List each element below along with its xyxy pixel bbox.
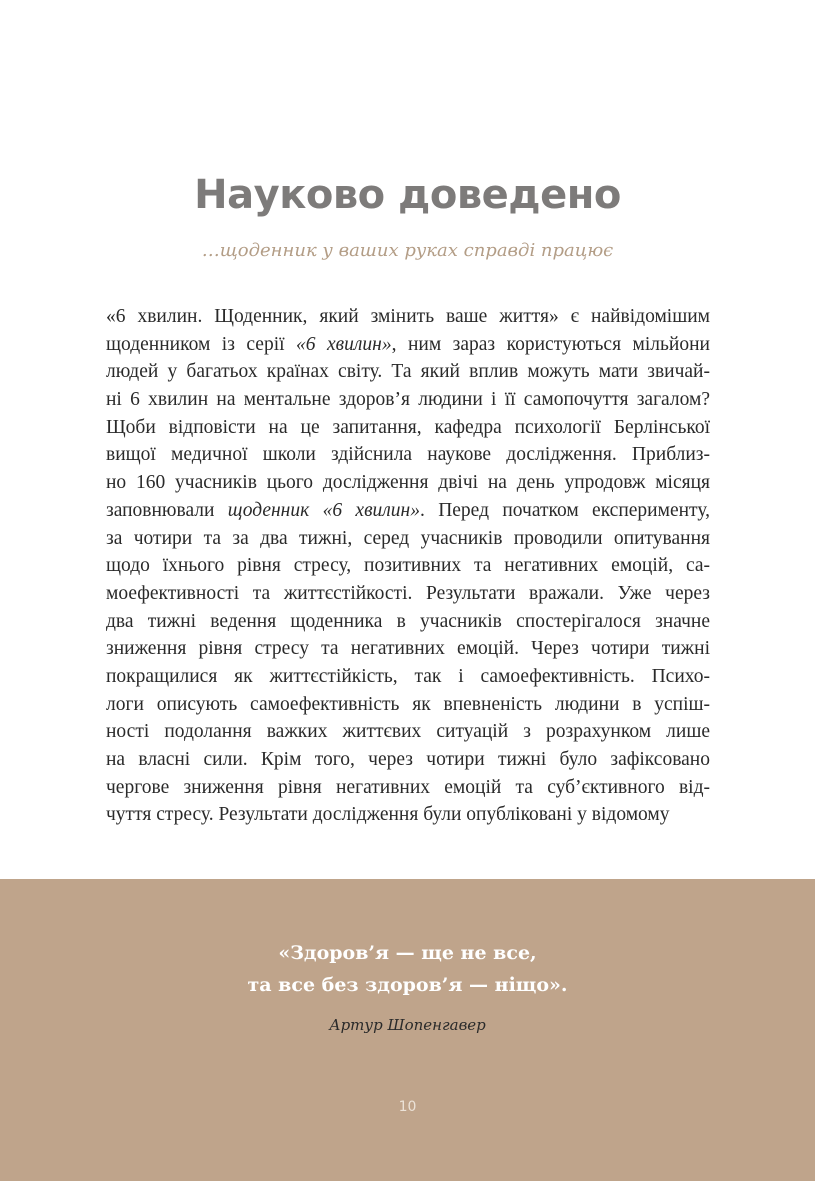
body-line: заповнювали щоденник «6 хвилин». Перед початком експерименту, [106,499,710,521]
body-line: два тижні ведення щоденника в учасників спостерігалося значне [106,610,710,632]
body-line: чуття стресу. Результати дослідження були опубліковані у відомому [106,804,670,826]
quote-line: «Здоров’я — ще не все, [278,942,537,964]
body-line: вищої медичної школи здійснила наукове дослідження. Приблиз- [106,444,710,466]
series-title-italic: «6 хвилин» [296,333,392,355]
body-line: ні 6 хвилин на ментальне здоров’я людини і її самопочуття загалом? [106,389,710,411]
body-line: щодо їхнього рівня стресу, позитивних та негативних емоцій, са- [106,555,710,577]
quote-band [0,879,815,1181]
body-line: щоденником із серії «6 хвилин», ним зараз користуються мільйони [106,333,710,355]
quote-line: та все без здоров’я — ніщо». [247,974,568,996]
body-line: за чотири та за два тижні, серед учасників проводили опитування [106,527,710,549]
body-line: зниження рівня стресу та негативних емоцій. Через чотири тижні [106,638,710,660]
quote-author: Артур Шопенгавер [329,1016,486,1034]
quote-text [0,937,815,1001]
body-line: чергове зниження рівня негативних емоцій та суб’єктивного від- [106,776,710,798]
body-text [106,303,710,829]
body-line: но 160 учасників цього дослідження двічі на день упродовж місяця [106,472,710,494]
body-line: логи описують самоефективність як впевненість людини в успіш- [106,693,710,715]
body-line: на власні сили. Крім того, через чотири тижні було зафіксовано [106,749,710,770]
body-line: ності подолання важких життєвих ситуацій з розрахунком лише [106,721,710,743]
body-line: людей у багатьох країнах світу. Та який вплив можуть мати звичай- [106,361,710,383]
journal-title-italic: щоденник «6 хвилин» [227,499,420,521]
body-line: моефективності та життєстійкості. Результати вражали. Уже через [106,582,710,604]
page-number: 10 [398,1099,417,1115]
body-line: покращилися як життєстійкість, так і самоефективність. Психо- [106,665,710,687]
body-line: «6 хвилин. Щоденник, який змінить ваше життя» є найвідомішим [106,306,710,327]
page-title: Науково доведено [194,172,621,218]
page-subtitle: …щоденник у ваших руках справді працює [201,240,614,261]
body-line: Щоби відповісти на це запитання, кафедра психології Берлінської [106,416,710,438]
